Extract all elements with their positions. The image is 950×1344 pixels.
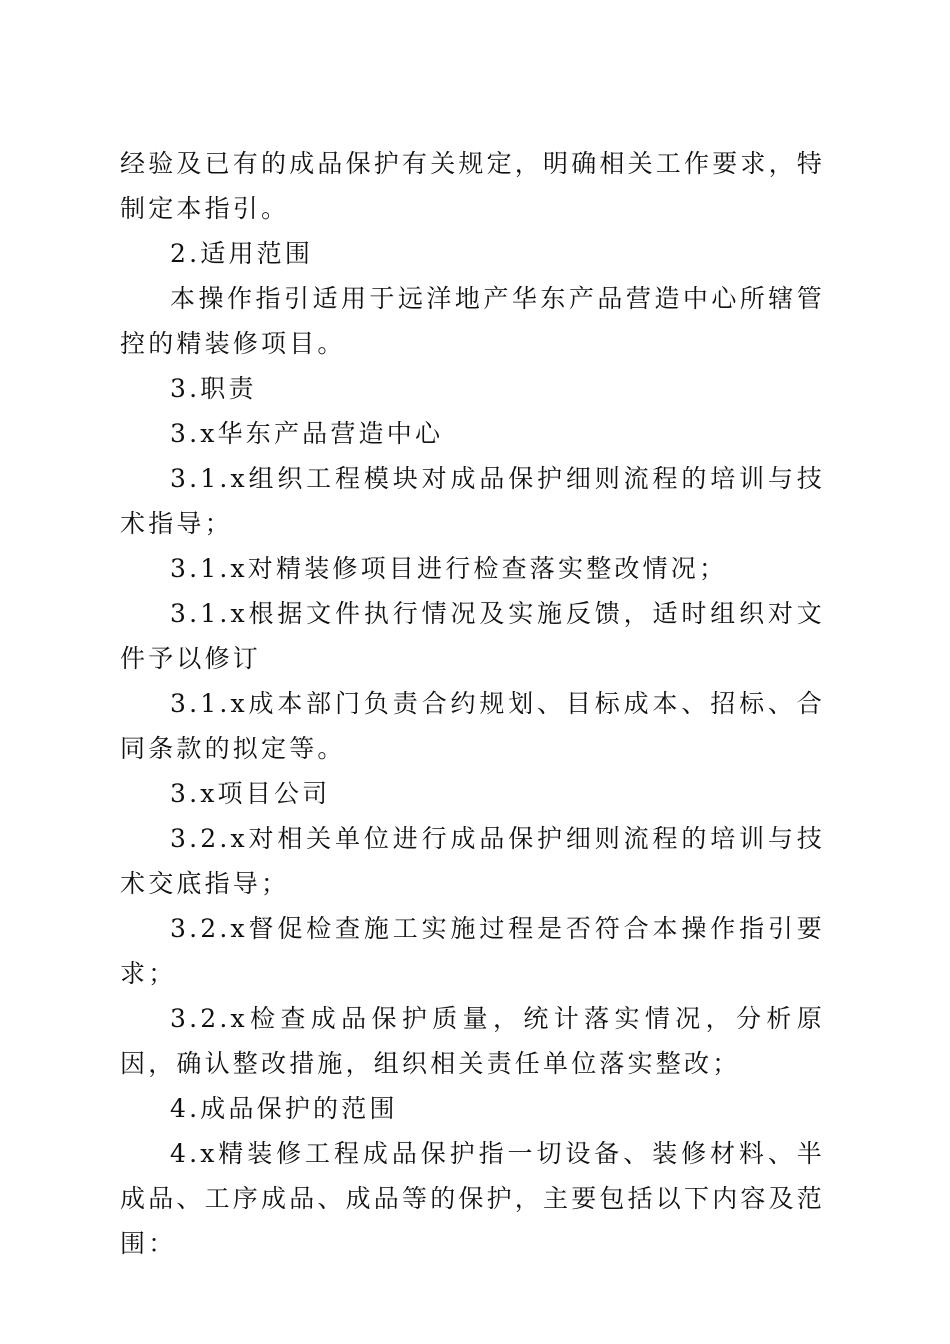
section-heading-2: 2.适用范围 [170, 239, 314, 268]
document-body [120, 141, 825, 1266]
paragraph-1: 经验及已有的成品保护有关规定，明确相关工作要求，特制定本指引。 [120, 149, 826, 223]
list-item: 3.1.x组织工程模块对成品保护细则流程的培训与技术指导； [120, 464, 825, 538]
subsection-heading-3-2: 3.x项目公司 [170, 779, 331, 808]
section-heading-4: 4.成品保护的范围 [170, 1094, 398, 1123]
section-heading-3: 3.职责 [170, 374, 257, 403]
list-item: 3.2.x督促检查施工实施过程是否符合本操作指引要求； [120, 914, 825, 988]
paragraph-3: 本操作指引适用于远洋地产华东产品营造中心所辖管控的精装修项目。 [120, 284, 825, 358]
subsection-heading-3-1: 3.x华东产品营造中心 [170, 419, 444, 448]
list-item: 4.x精装修工程成品保护指一切设备、装修材料、半成品、工序成品、成品等的保护，主要包括以下内容及范围： [120, 1139, 826, 1258]
list-item: 3.1.x成本部门负责合约规划、目标成本、招标、合同条款的拟定等。 [120, 689, 825, 763]
list-item: 3.1.x根据文件执行情况及实施反馈，适时组织对文件予以修订 [120, 599, 825, 673]
list-item: 3.2.x检查成品保护质量，统计落实情况，分析原因，确认整改措施，组织相关责任单位落实整改； [120, 1004, 825, 1078]
list-item: 3.2.x对相关单位进行成品保护细则流程的培训与技术交底指导； [120, 824, 825, 898]
list-item: 3.1.x对精装修项目进行检查落实整改情况； [170, 554, 728, 583]
